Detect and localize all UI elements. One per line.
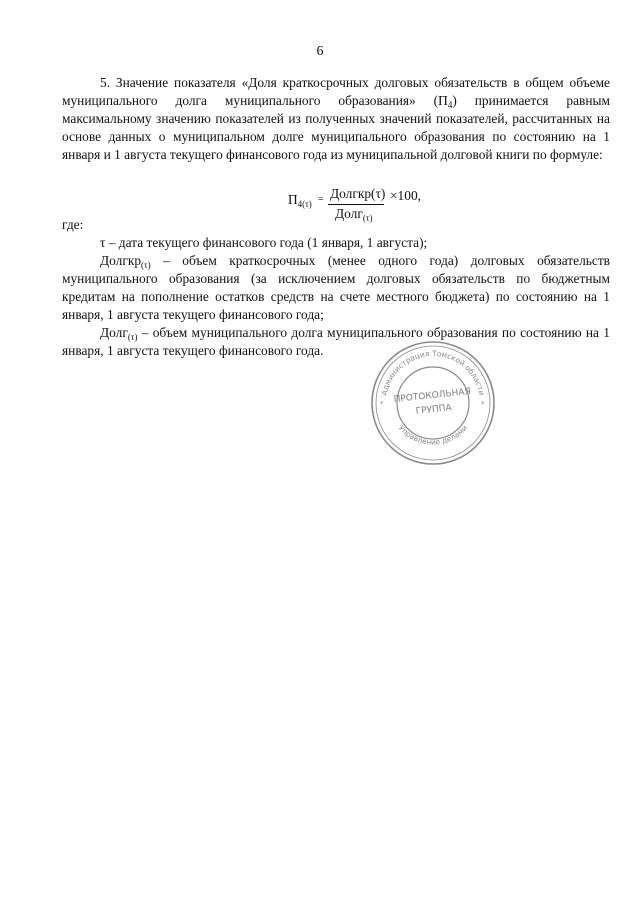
subscript: (τ) <box>127 332 138 342</box>
paragraph-5 <box>62 74 610 164</box>
definition-text: – объем краткосрочных (менее одного года) долговых обязательств муниципального образования (за исключением долговых обязательств по бюджетным кредитам на пополнение остатков средств на счете местного бюджета) по состоянию на 1 января, 1 августа текущего финансового года; <box>62 253 610 322</box>
formula-lhs <box>288 192 312 208</box>
stamp-star-left: * <box>380 400 384 408</box>
official-stamp <box>368 338 498 468</box>
paragraph-text-part: 5. Значение показателя «Доля краткосрочных долговых обязательств в общем объеме муниципального долга муниципального образования» (П <box>62 75 610 108</box>
paragraph-text-part: ) принимается равным максимальному значению показателей из полученных значений показателей, рассчитанных на основе данных о муниципальном долге муниципального образования по состоянию на 1 января и 1 августа текущего финансового года из муниципальной долговой книги по формуле: <box>62 93 610 162</box>
definitions <box>62 216 610 360</box>
formula-lhs-subscript: 4(τ) <box>297 199 312 209</box>
stamp-bottom-textpath: Управление делами <box>396 423 470 447</box>
page-number: 6 <box>316 44 324 59</box>
formula-multiplier: ×100, <box>390 188 421 203</box>
term: Долгкр <box>100 253 142 268</box>
formula-lhs-symbol: П <box>288 192 298 207</box>
stamp-center-line2: ГРУППА <box>415 403 453 417</box>
stamp-star-right: * <box>481 400 485 408</box>
subscript: (τ) <box>141 260 151 270</box>
stamp-center-line1: ПРОТОКОЛЬНАЯ <box>393 387 472 406</box>
formula-denominator-subscript: (τ) <box>362 213 373 223</box>
formula-fraction-bar <box>328 204 384 205</box>
where-label: где: <box>62 217 84 232</box>
formula-numerator: Долгкр(τ) <box>330 186 386 201</box>
short-debt-definition <box>62 252 610 324</box>
definition-text: – объем муниципального долга муниципального образования по состоянию на 1 января, 1 августа текущего финансового года. <box>62 325 610 358</box>
term: Долг <box>100 325 128 340</box>
stamp-center <box>393 387 473 419</box>
stamp-bottom-text <box>397 423 469 446</box>
subscript: 4 <box>447 100 453 110</box>
stamp-ring-textpath: Администрация Томской области <box>379 348 487 397</box>
formula-equals: = <box>318 194 324 205</box>
tau-definition: τ – дата текущего финансового года (1 января, 1 августа); <box>100 235 428 250</box>
paragraph-indicator-definition <box>62 74 610 164</box>
formula-denominator-text: Долг <box>335 206 363 221</box>
debt-definition <box>62 324 610 360</box>
